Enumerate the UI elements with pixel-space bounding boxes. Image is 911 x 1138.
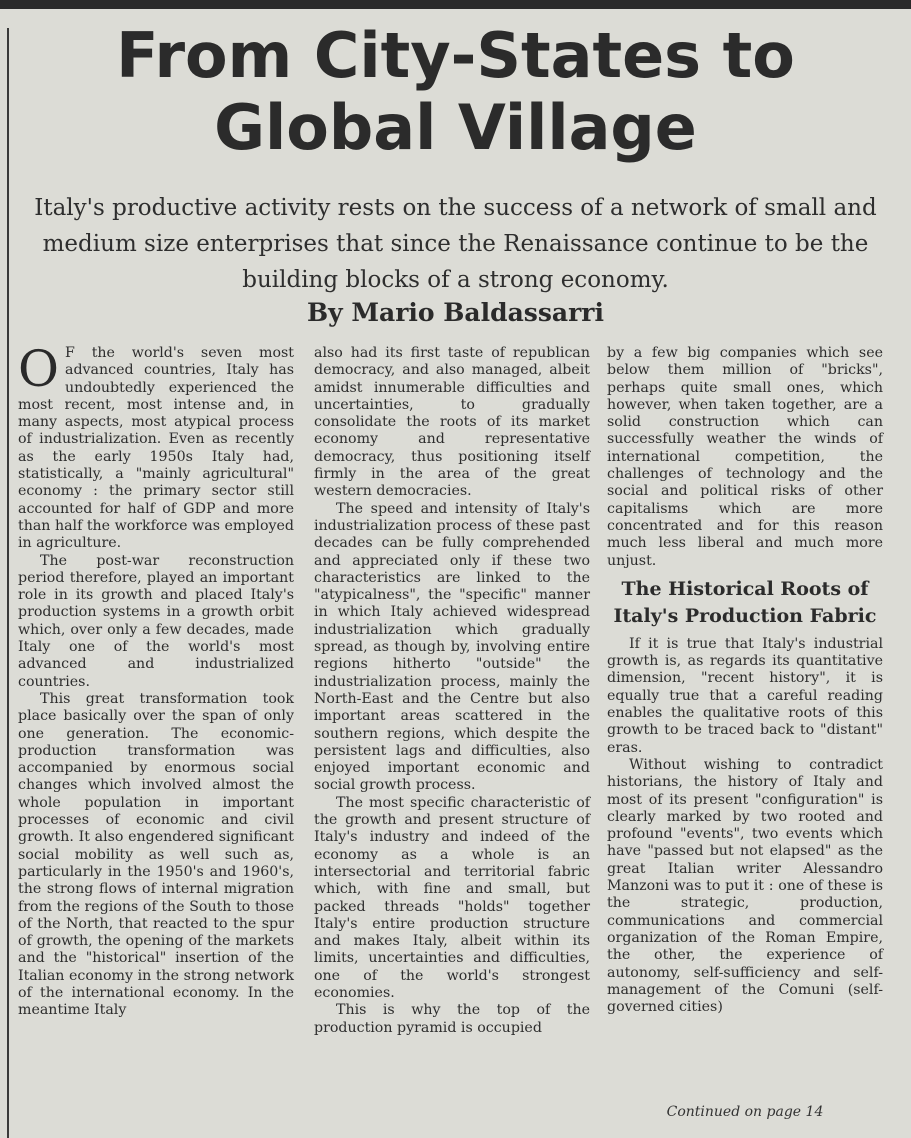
paragraph: The most specific characteristic of the growth and present structure of Italy's industry and indeed of the economy as a whole is an intersectorial and territorial fabric which, with fine and small, but packed threads "holds" together Italy's entire production structure and makes Italy, albeit within its limits, uncertainties and difficulties, one of the world's strongest economies. [314,794,590,1001]
headline-line-1: From City-States to [116,19,795,92]
continued-on-page-link: Continued on page 14 [666,1104,824,1120]
paragraph: If it is true that Italy's industrial growth is, as regards its quantitative dimension, "recent history", it is equally true that a careful reading enables the qualitative roots of this growth to be traced back to "distant" eras. [607,635,883,756]
paragraph: also had its first taste of republican democracy, and also managed, albeit amidst innumerable difficulties and uncertainties, to gradually consolidate the roots of its market economy and representative democracy, thus positioning itself firmly in the area of the great western democracies. [314,345,590,500]
headline-line-2: Global Village [214,91,697,164]
paragraph: Without wishing to contradict historians, the history of Italy and most of its present "configuration" is clearly marked by two rooted and profound "events", two events which have "passed but not elapsed" as the great Italian writer Alessandro Manzoni was to put it : one of these is the strategic, production, communications and commercial organization of the Roman Empire, the other, the experience of autonomy, self-sufficiency and self-management of the Comuni (self-governed cities) [607,756,883,1016]
deck-subtitle: Italy's productive activity rests on the success of a network of small and medium size enterprises that since the Renaissance continue to be the building blocks of a strong economy. [34,195,877,293]
paragraph: The speed and intensity of Italy's industrialization process of these past decades can be fully comprehended and appreciated only if these two characteristics are linked to the "atypicalness", the "specific" manner in which Italy achieved widespread industrialization which gradually spread, as though by, involving entire regions hitherto "outside" the industrialization process, mainly the North-East and the Centre but also important areas scattered in the southern regions, which despite the persistent lags and difficulties, also enjoyed important economic and social growth process. [314,500,590,794]
paragraph: This is why the top of the production pyramid is occupied [314,1002,590,1036]
section-subhead: The Historical Roots of Italy's Production Fabric [613,577,877,627]
drop-cap: O [18,340,59,398]
paragraph: by a few big companies which see below them million of "bricks", perhaps quite small ones, which however, when taken together, are a solid construction which can successfully weather the winds of international competition, the challenges of technology and the social and political risks of other capitalisms which are more concentrated and for this reason much less liberal and much more unjust. [607,345,883,569]
byline: By Mario Baldassarri [307,298,604,327]
column-1 [18,340,294,1020]
left-column-rule [7,28,9,1138]
column-3 [607,345,883,1016]
headline [20,20,891,164]
paragraph: This great transformation took place basically over the span of only one generation. The economic-production transformation was accompanied by enormous social changes which involved almost the whole population in important processes of economic and civil growth. It also engendered significant social mobility as well such as, particularly in the 1950's and 1960's, the strong flows of internal migration from the regions of the South to those of the North, that reacted to the spur of growth, the opening of the markets and the "historical" insertion of the Italian economy in the strong network of the international economy. In the meantime Italy [18,690,294,1019]
paragraph: F the world's seven most advanced countries, Italy has undoubtedly experienced the most recent, most intense and, in many aspects, most atypical process of industrialization. Even as recently as the early 1950s Italy had, statistically, a "mainly agricultural" economy : the primary sector still accounted for half of GDP and more than half the workforce was employed in agriculture. [18,345,294,552]
column-2 [314,345,590,1037]
paragraph: The post-war reconstruction period therefore, played an important role in its growth and placed Italy's production systems in a growth orbit which, over only a few decades, made Italy one of the world's most advanced and industrialized countries. [18,552,294,690]
top-rule [0,0,911,9]
